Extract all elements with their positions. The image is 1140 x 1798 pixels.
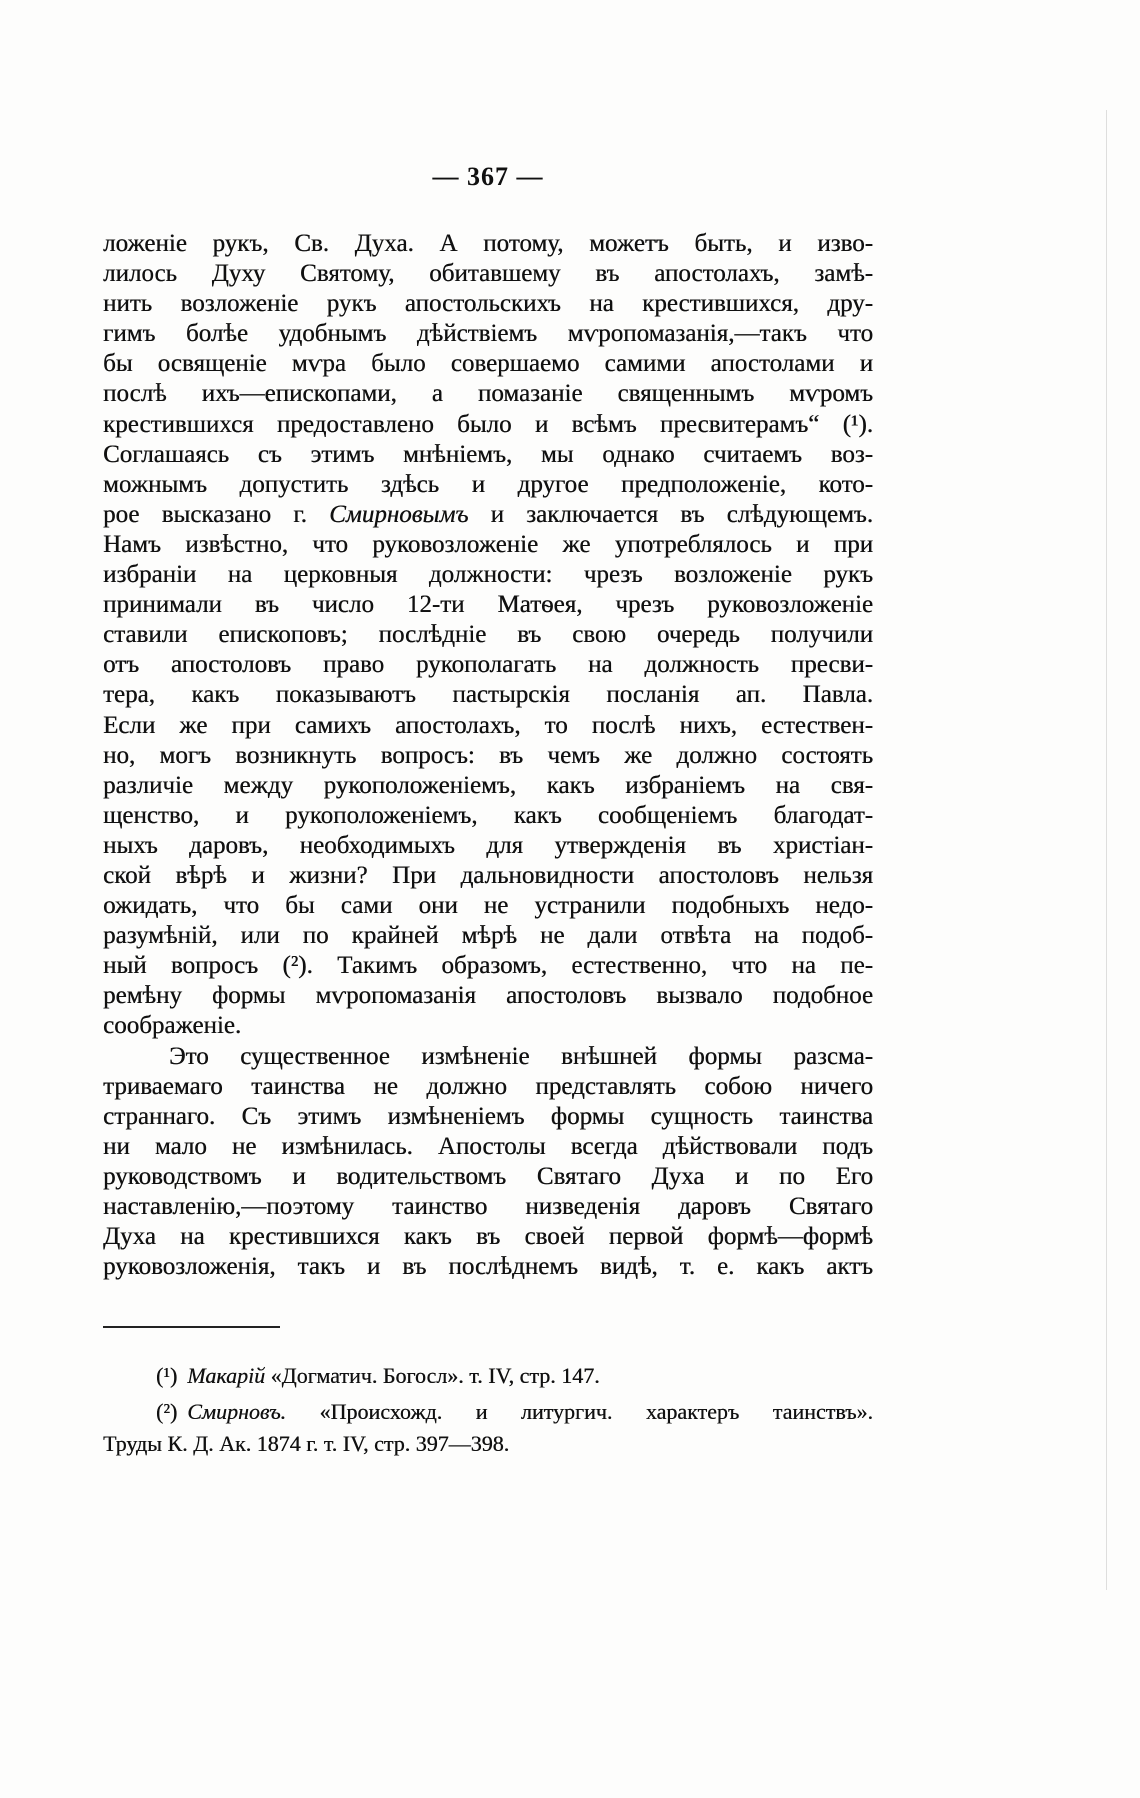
text-line <box>103 680 873 710</box>
footnotes <box>103 1360 873 1464</box>
text-line <box>103 650 873 680</box>
text-line <box>103 440 873 470</box>
scan-edge-line <box>1106 110 1107 1590</box>
emphasized-name: Смирновымъ <box>329 500 469 528</box>
text-line <box>103 1132 873 1162</box>
text-run: щенство, и рукоположеніемъ, какъ сообщеніемъ благодат- <box>103 801 873 829</box>
text-run: бы освященіе мѵра было совершаемо самими апостолами и <box>103 350 873 378</box>
text-line <box>103 861 873 891</box>
text-line <box>103 1192 873 1222</box>
footnote-line <box>103 1428 873 1460</box>
text-line <box>103 560 873 590</box>
text-run: триваемаго таинства не должно представлять собою ничего <box>103 1072 873 1100</box>
text-run: но, могъ возникнуть вопросъ: въ чемъ же должно состоять <box>103 741 873 769</box>
text-line <box>103 771 873 801</box>
footnote-line <box>103 1396 873 1428</box>
text-run: и заключается въ слѣдующемъ. <box>468 500 873 528</box>
emphasized-name: Макарій <box>187 1363 266 1388</box>
text-run: принимали въ число 12-ти Матѳея, чрезъ руковозложеніе <box>103 591 873 619</box>
text-run: ской вѣрѣ и жизни? При дальновидности апостоловъ нельзя <box>103 861 873 889</box>
text-run: нить возложеніе рукъ апостольскихъ на крестившихся, дру- <box>103 290 873 318</box>
page-number: — 367 — <box>432 162 544 191</box>
text-run: соображеніе. <box>103 1012 242 1040</box>
text-run: ложеніе рукъ, Св. Духа. А потому, можетъ быть, и изво- <box>103 230 873 257</box>
footnote <box>103 1360 873 1392</box>
text-run: ожидать, что бы сами они не устранили подобныхъ недо- <box>103 892 873 920</box>
text-run: различіе между рукоположеніемъ, какъ избраніемъ на свя- <box>103 771 873 799</box>
text-line <box>103 349 873 379</box>
text-run: послѣ ихъ—епископами, а помазаніе священнымъ мѵромъ <box>103 380 873 408</box>
text-run: Это существенное измѣненіе внѣшней формы разсма- <box>169 1042 873 1070</box>
text-run: ремѣну формы мѵропомазанія апостоловъ вызвало подобное <box>103 982 873 1010</box>
text-run: тера, какъ показываютъ пастырскія посланія ап. Павла. <box>103 681 873 709</box>
footnote-line <box>103 1360 873 1392</box>
text-run: крестившихся предоставлено было и всѣмъ пресвитерамъ“ (¹). <box>103 410 873 438</box>
text-run: «Происхожд. и литургич. характеръ таинствъ». <box>286 1399 873 1424</box>
text-run: руководствомъ и водительствомъ Святаго Духа и по Его <box>103 1162 873 1190</box>
text-line <box>103 1042 873 1072</box>
text-line <box>103 951 873 981</box>
text-line <box>103 379 873 409</box>
text-run: ныхъ даровъ, необходимыхъ для утвержденія въ христіан- <box>103 831 873 859</box>
text-run: наставленію,—поэтому таинство низведенія даровъ Святаго <box>103 1193 873 1220</box>
text-line <box>103 319 873 349</box>
paragraph <box>103 229 873 1042</box>
footnote-marker: (²) <box>156 1399 178 1424</box>
text-run: Если же при самихъ апостолахъ, то послѣ нихъ, естествен- <box>103 711 873 739</box>
text-run: ни мало не измѣнилась. Апостолы всегда дѣйствовали подъ <box>103 1132 873 1160</box>
text-line <box>103 1011 873 1041</box>
footnote <box>103 1396 873 1460</box>
text-run: лилось Духу Святому, обитавшему въ апостолахъ, замѣ- <box>103 260 873 288</box>
text-line <box>103 741 873 771</box>
text-line <box>103 1222 873 1252</box>
emphasized-name: Смирновъ. <box>187 1399 287 1424</box>
text-line <box>103 711 873 741</box>
text-line <box>103 1072 873 1102</box>
text-line <box>103 289 873 319</box>
text-run: избраніи на церковныя должности: чрезъ возложеніе рукъ <box>103 561 873 589</box>
text-line <box>103 500 873 530</box>
text-line <box>103 1162 873 1192</box>
text-line <box>103 1102 873 1132</box>
footnote-rule <box>103 1326 280 1328</box>
text-line <box>103 1252 873 1282</box>
text-run: Духа на крестившихся какъ въ своей первой формѣ—формѣ <box>103 1223 873 1251</box>
text-line <box>103 530 873 560</box>
text-run: разумѣній, или по крайней мѣрѣ не дали отвѣта на подоб- <box>103 922 873 950</box>
text-run: «Догматич. Богосл». т. IV, стр. 147. <box>265 1363 600 1388</box>
text-run: ный вопросъ (²). Такимъ образомъ, естественно, что на пе- <box>103 952 873 980</box>
text-line <box>103 620 873 650</box>
text-line <box>103 229 873 259</box>
text-run: гимъ болѣе удобнымъ дѣйствіемъ мѵропомазанія,—такъ что <box>103 320 873 348</box>
text-run: рое высказано г. <box>103 500 330 528</box>
text-run: руковозложенія, такъ и въ послѣднемъ видѣ, т. е. какъ актъ <box>103 1253 873 1281</box>
text-line <box>103 921 873 951</box>
text-line <box>103 470 873 500</box>
text-run: Намъ извѣстно, что руковозложеніе же употреблялось и при <box>103 530 873 558</box>
body-text <box>103 229 873 1282</box>
text-line <box>103 259 873 289</box>
text-line <box>103 831 873 861</box>
text-run: страннаго. Съ этимъ измѣненіемъ формы сущность таинства <box>103 1102 873 1130</box>
text-line <box>103 891 873 921</box>
footnote-marker: (¹) <box>156 1363 178 1388</box>
text-run: Соглашаясь съ этимъ мнѣніемъ, мы однако считаемъ воз- <box>103 440 873 468</box>
text-run: отъ апостоловъ право рукополагать на должность пресви- <box>103 651 873 679</box>
text-run: Труды К. Д. Ак. 1874 г. т. IV, стр. 397—398. <box>103 1431 510 1456</box>
text-line <box>103 410 873 440</box>
text-line <box>103 590 873 620</box>
text-run: ставили епископовъ; послѣдніе въ свою очередь получили <box>103 621 873 649</box>
text-line <box>103 801 873 831</box>
text-line <box>103 981 873 1011</box>
text-run: можнымъ допустить здѣсь и другое предположеніе, кото- <box>103 470 873 498</box>
paragraph <box>103 1042 873 1283</box>
